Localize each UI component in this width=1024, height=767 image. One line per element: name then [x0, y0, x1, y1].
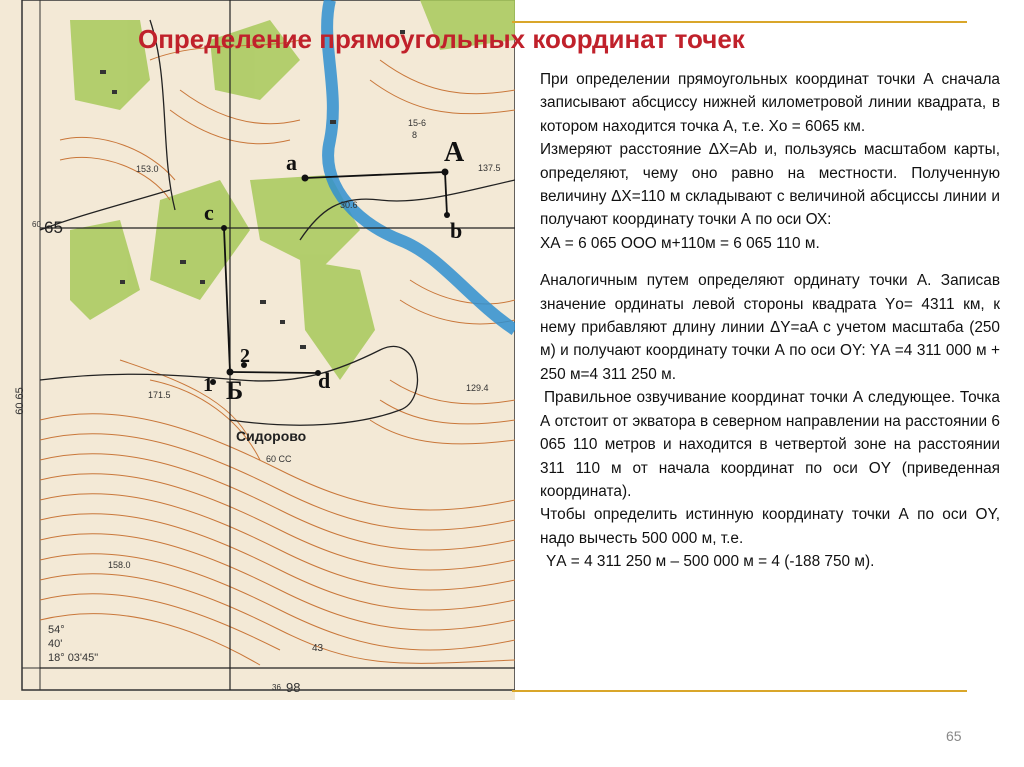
map-svg — [0, 0, 515, 700]
label-a: а — [286, 150, 297, 175]
elevation-156: 15-6 — [408, 118, 427, 128]
coord-lon: 18° 03'45" — [48, 652, 99, 664]
label-1: 1 — [203, 374, 213, 396]
label-2: 2 — [240, 345, 250, 367]
paragraph-3: XА = 6 065 ООО м+110м = 6 065 110 м. — [540, 234, 820, 252]
point-a — [302, 175, 309, 182]
elevation-1375: 137.5 — [478, 163, 501, 173]
paragraph-4: Аналогичным путем определяют ординату точки А. Записав значение ординаты левой стороны квадрата Yо= 4311 км, к нему прибавляют длину линии ΔY=aA с учетом масштаба (250 м) и получают координату точки А по оси OY: YА =4 311 000 м + 250 м=4 311 250 м. — [540, 272, 1000, 383]
label-b: b — [450, 218, 463, 243]
paragraph-1: При определении прямоугольных координат точки А сначала записывают абсциссу нижней километровой линии квадрата, в котором находится точка А, т.е. Xо = 6065 км. — [540, 71, 1000, 135]
slide-title: Определение прямоугольных координат точек — [138, 24, 745, 54]
map-paper — [0, 0, 515, 700]
grid-label-6065: 60 65 — [13, 387, 26, 415]
elevation-8: 8 — [412, 130, 418, 140]
point-c — [221, 225, 227, 231]
label-A: А — [444, 137, 465, 168]
point-B — [227, 369, 234, 376]
explanation-text — [540, 68, 1000, 574]
village-name: Сидорово — [236, 428, 307, 444]
elevation-1530: 153.0 — [136, 164, 159, 174]
point-A — [442, 169, 449, 176]
paragraph-5: Правильное озвучивание координат точки А следующее. Точка А отстоит от экватора в северном направлении на расстоянии 6 065 110 метров и находится в четвертой зоне на расстоянии 311 110 м от начала координат по оси OY (приведенная координата). — [540, 389, 1000, 500]
elevation-1294: 129.4 — [466, 383, 489, 393]
topographic-map — [0, 0, 515, 700]
elevation-1715: 171.5 — [148, 390, 171, 400]
elevation-306: 30.6 — [340, 200, 358, 210]
grid-label-43: 43 — [312, 643, 324, 654]
label-d: d — [318, 368, 331, 393]
paragraph-2: Измеряют расстояние ΔХ=Аb и, пользуясь масштабом карты, определяют, чему оно равно на местности. Полученную величину ΔХ=110 м складывают с величиной абсциссы линии и получают координату точки А по оси ОХ: — [540, 141, 1000, 229]
elevation-1580: 158.0 — [108, 560, 131, 570]
grid-label-36: 36 — [272, 683, 281, 692]
label-c: c — [204, 200, 214, 225]
title-top-rule — [512, 21, 967, 23]
village-sub: 60 СС — [266, 454, 292, 464]
text-bottom-rule — [512, 690, 967, 692]
spacer — [540, 255, 1000, 269]
paragraph-7: YА = 4 311 250 м – 500 000 м = 4 (-188 750 м). — [546, 553, 875, 571]
paragraph-6: Чтобы определить истинную координату точки А по оси OY, надо вычесть 500 000 м, т.е. — [540, 506, 1000, 547]
coord-lat-min: 40' — [48, 638, 63, 650]
coord-lat-deg: 54° — [48, 624, 65, 636]
label-B: Б — [226, 376, 244, 405]
grid-label-98: 98 — [286, 680, 301, 695]
page-number: 65 — [946, 728, 962, 744]
grid-label-60: 60 — [32, 220, 41, 229]
grid-label-65: 65 — [44, 218, 63, 237]
